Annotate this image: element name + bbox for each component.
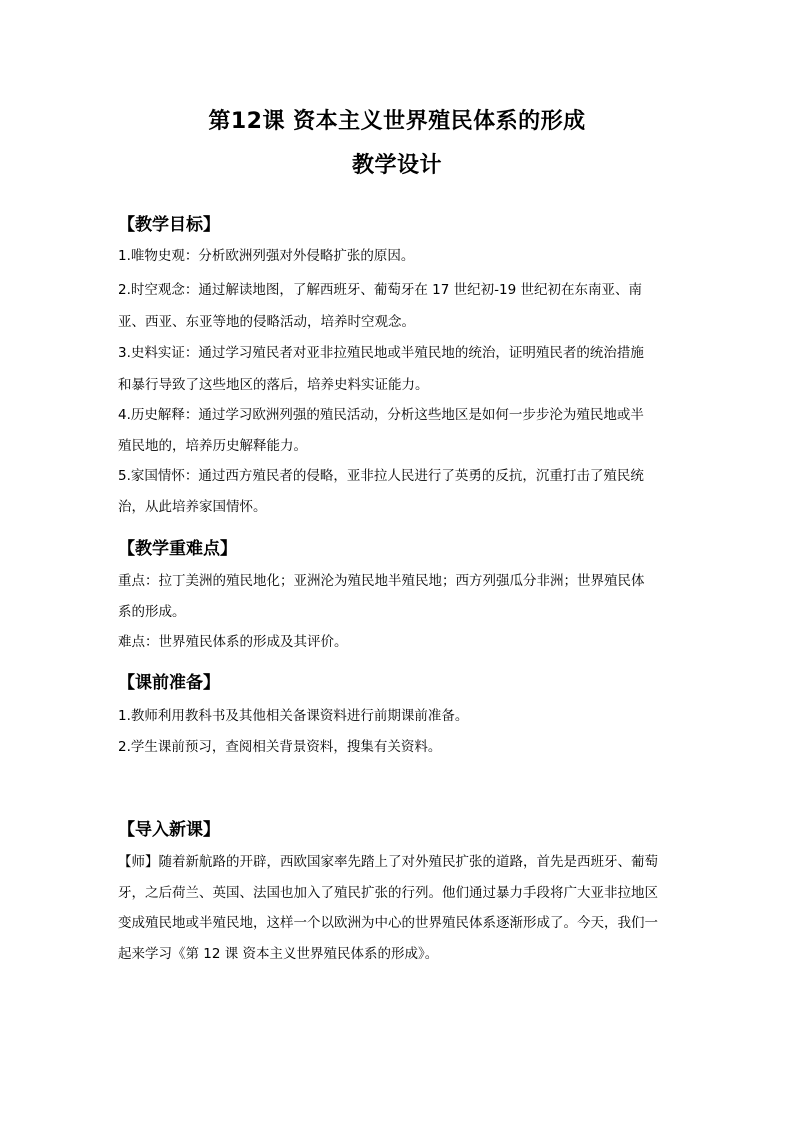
objectives-line: 1.唯物史观：分析欧洲列强对外侵略扩张的原因。 — [118, 248, 415, 264]
intro-line: 起来学习《第 12 课 资本主义世界殖民体系的形成》。 — [118, 946, 439, 962]
intro-line: 牙，之后荷兰、英国、法国也加入了殖民扩张的行列。他们通过暴力手段将广大亚非拉地区 — [118, 885, 658, 901]
intro-heading: 【导入新课】 — [118, 820, 220, 840]
objectives-line: 治，从此培养家国情怀。 — [118, 499, 267, 515]
intro-line: 【师】随着新航路的开辟，西欧国家率先踏上了对外殖民扩张的道路，首先是西班牙、葡萄 — [118, 854, 658, 870]
lesson-title: 第12课 资本主义世界殖民体系的形成 — [208, 109, 586, 134]
objectives-line: 亚、西亚、东亚等地的侵略活动，培养时空观念。 — [118, 314, 415, 330]
keypoints-line: 系的形成。 — [118, 604, 186, 620]
objectives-line: 殖民地的，培养历史解释能力。 — [118, 438, 307, 454]
objectives-line: 2.时空观念：通过解读地图，了解西班牙、葡萄牙在 17 世纪初-19 世纪初在东南亚、南 — [118, 282, 642, 298]
objectives-line: 和暴行导致了这些地区的落后，培养史料实证能力。 — [118, 377, 429, 393]
objectives-line: 3.史料实证：通过学习殖民者对亚非拉殖民地或半殖民地的统治，证明殖民者的统治措施 — [118, 345, 644, 361]
preparation-heading: 【课前准备】 — [118, 673, 220, 693]
preparation-line: 2.学生课前预习，查阅相关背景资料，搜集有关资料。 — [118, 739, 442, 755]
objectives-line: 5.家国情怀：通过西方殖民者的侵略，亚非拉人民进行了英勇的反抗，沉重打击了殖民统 — [118, 468, 644, 484]
objectives-line: 4.历史解释：通过学习欧洲列强的殖民活动，分析这些地区是如何一步步沦为殖民地或半 — [118, 407, 644, 423]
keypoints-line: 难点：世界殖民体系的形成及其评价。 — [118, 634, 348, 650]
keypoints-line: 重点：拉丁美洲的殖民地化；亚洲沦为殖民地半殖民地；西方列强瓜分非洲；世界殖民体 — [118, 573, 645, 589]
lesson-subtitle: 教学设计 — [351, 153, 442, 178]
keypoints-heading: 【教学重难点】 — [118, 539, 237, 559]
intro-line: 变成殖民地或半殖民地，这样一个以欧洲为中心的世界殖民体系逐渐形成了。今天，我们一 — [118, 915, 658, 931]
objectives-heading: 【教学目标】 — [118, 215, 220, 235]
preparation-line: 1.教师利用教科书及其他相关备课资料进行前期课前准备。 — [118, 708, 469, 724]
